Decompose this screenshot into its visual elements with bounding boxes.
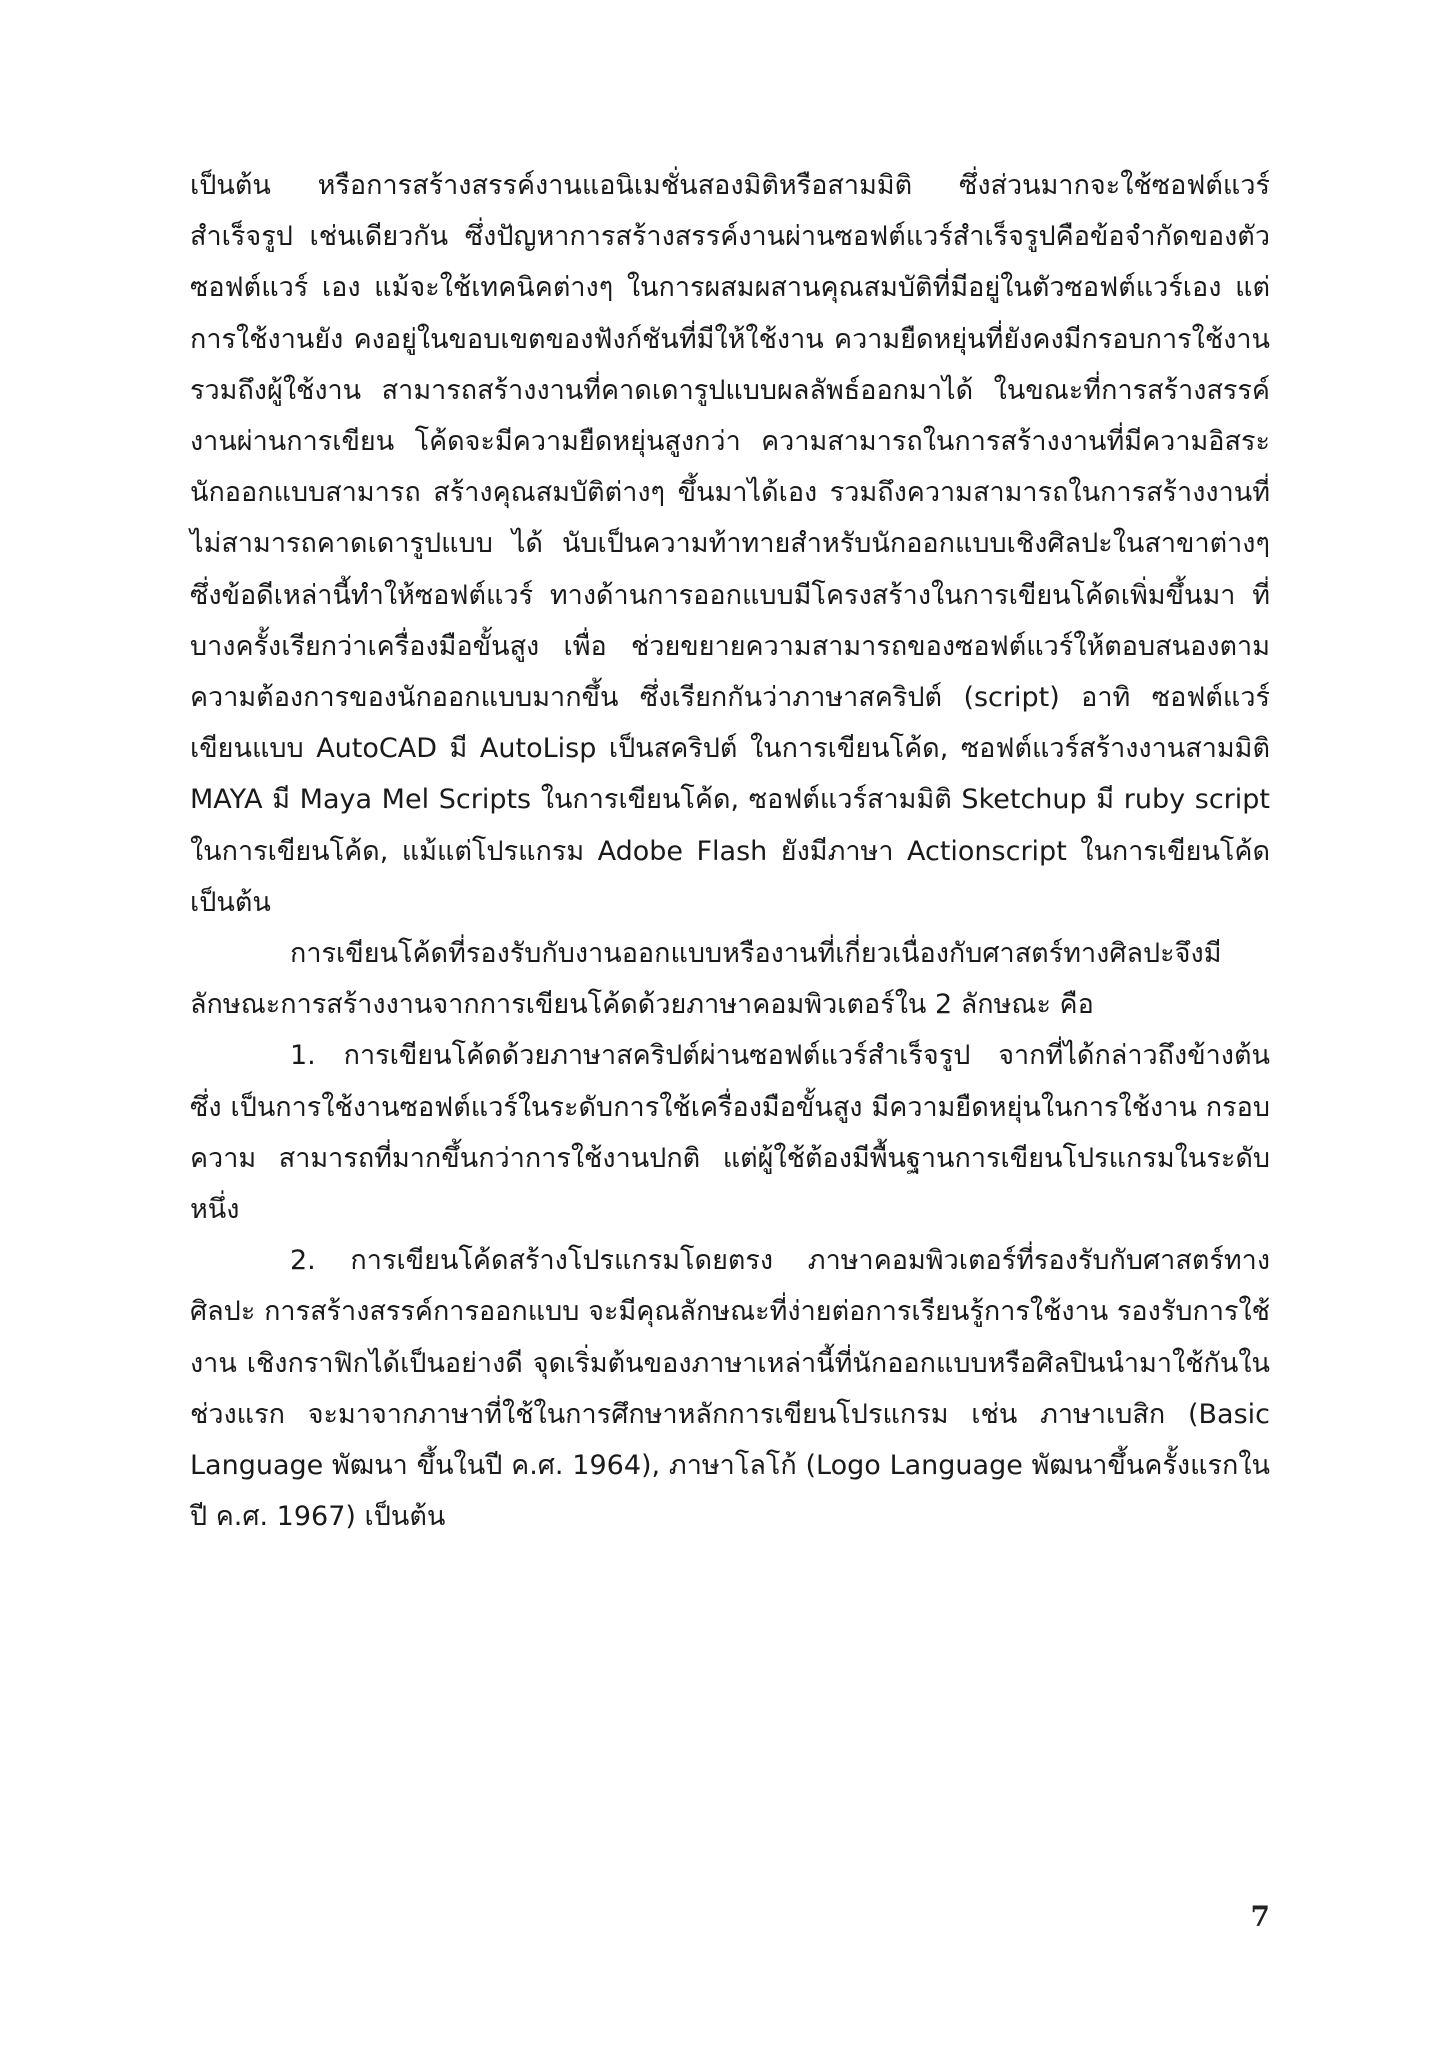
page-number: 7 — [1250, 1900, 1270, 1933]
list-item-scripting: 1. การเขียนโค้ดด้วยภาษาสคริปต์ผ่านซอฟต์แวร์สำเร็จรูป จากที่ได้กล่าวถึงข้างต้น ซึ่ง เป็นการใช้งานซอฟต์แวร์ในระดับการใช้เครื่องมือขั้นสูง มีความยืดหยุ่นในการใช้งาน กรอบความ สามารถที่มากขึ้นกว่าการใช้งานปกติ แต่ผู้ใช้ต้องมีพื้นฐานการเขียนโปรแกรมในระดับหนึ่ง — [190, 1040, 1270, 1226]
paragraph-intro-two-types: การเขียนโค้ดที่รองรับกับงานออกแบบหรืองานที่เกี่ยวเนื่องกับศาสตร์ทางศิลปะจึงมี ลักษณะการสร้างงานจากการเขียนโค้ดด้วยภาษาคอมพิวเตอร์ใน 2 ลักษณะ คือ — [190, 938, 1222, 1021]
paragraph-continuation: เป็นต้น หรือการสร้างสรรค์งานแอนิเมชั่นสองมิติหรือสามมิติ ซึ่งส่วนมากจะใช้ซอฟต์แวร์สำเร็จรูป เช่นเดียวกัน ซึ่งปัญหาการสร้างสรรค์งานผ่านซอฟต์แวร์สำเร็จรูปคือข้อจำกัดของตัวซอฟต์แวร์ เอง แม้จะใช้เทคนิคต่างๆ ในการผสมผสานคุณสมบัติที่มีอยู่ในตัวซอฟต์แวร์เอง แต่การใช้งานยัง คงอยู่ในขอบเขตของฟังก์ชันที่มีให้ใช้งาน ความยืดหยุ่นที่ยังคงมีกรอบการใช้งานรวมถึงผู้ใช้งาน สามารถสร้างงานที่คาดเดารูปแบบผลลัพธ์ออกมาได้ ในขณะที่การสร้างสรรค์งานผ่านการเขียน โค้ดจะมีความยืดหยุ่นสูงกว่า ความสามารถในการสร้างงานที่มีความอิสระ นักออกแบบสามารถ สร้างคุณสมบัติต่างๆ ขึ้นมาได้เอง รวมถึงความสามารถในการสร้างงานที่ไม่สามารถคาดเดารูปแบบ ได้ นับเป็นความท้าทายสำหรับนักออกแบบเชิงศิลปะในสาขาต่างๆ ซึ่งข้อดีเหล่านี้ทำให้ซอฟต์แวร์ ทางด้านการออกแบบมีโครงสร้างในการเขียนโค้ดเพิ่มขึ้นมา ที่บางครั้งเรียกว่าเครื่องมือขั้นสูง เพื่อ ช่วยขยายความสามารถของซอฟต์แวร์ให้ตอบสนองตามความต้องการของนักออกแบบมากขึ้น ซึ่งเรียกกันว่าภาษาสคริปต์ (script) อาทิ ซอฟต์แวร์เขียนแบบ AutoCAD มี AutoLisp เป็นสคริปต์ ในการเขียนโค้ด, ซอฟต์แวร์สร้างงานสามมิติ MAYA มี Maya Mel Scripts ในการเขียนโค้ด, ซอฟต์แวร์สามมิติ Sketchup มี ruby script ในการเขียนโค้ด, แม้แต่โปรแกรม Adobe Flash ยังมีภาษา Actionscript ในการเขียนโค้ด เป็นต้น — [190, 170, 1270, 918]
body-text — [190, 160, 1270, 1542]
list-item-direct-programming: 2. การเขียนโค้ดสร้างโปรแกรมโดยตรง ภาษาคอมพิวเตอร์ที่รองรับกับศาสตร์ทางศิลปะ การสร้างสรรค์การออกแบบ จะมีคุณลักษณะที่ง่ายต่อการเรียนรู้การใช้งาน รองรับการใช้งาน เชิงกราฟิกได้เป็นอย่างดี จุดเริ่มต้นของภาษาเหล่านี้ที่นักออกแบบหรือศิลปินนำมาใช้กันในช่วงแรก จะมาจากภาษาที่ใช้ในการศึกษาหลักการเขียนโปรแกรม เช่น ภาษาเบสิก (Basic Language พัฒนา ขึ้นในปี ค.ศ. 1964), ภาษาโลโก้ (Logo Language พัฒนาขึ้นครั้งแรกในปี ค.ศ. 1967) เป็นต้น — [190, 1245, 1270, 1533]
